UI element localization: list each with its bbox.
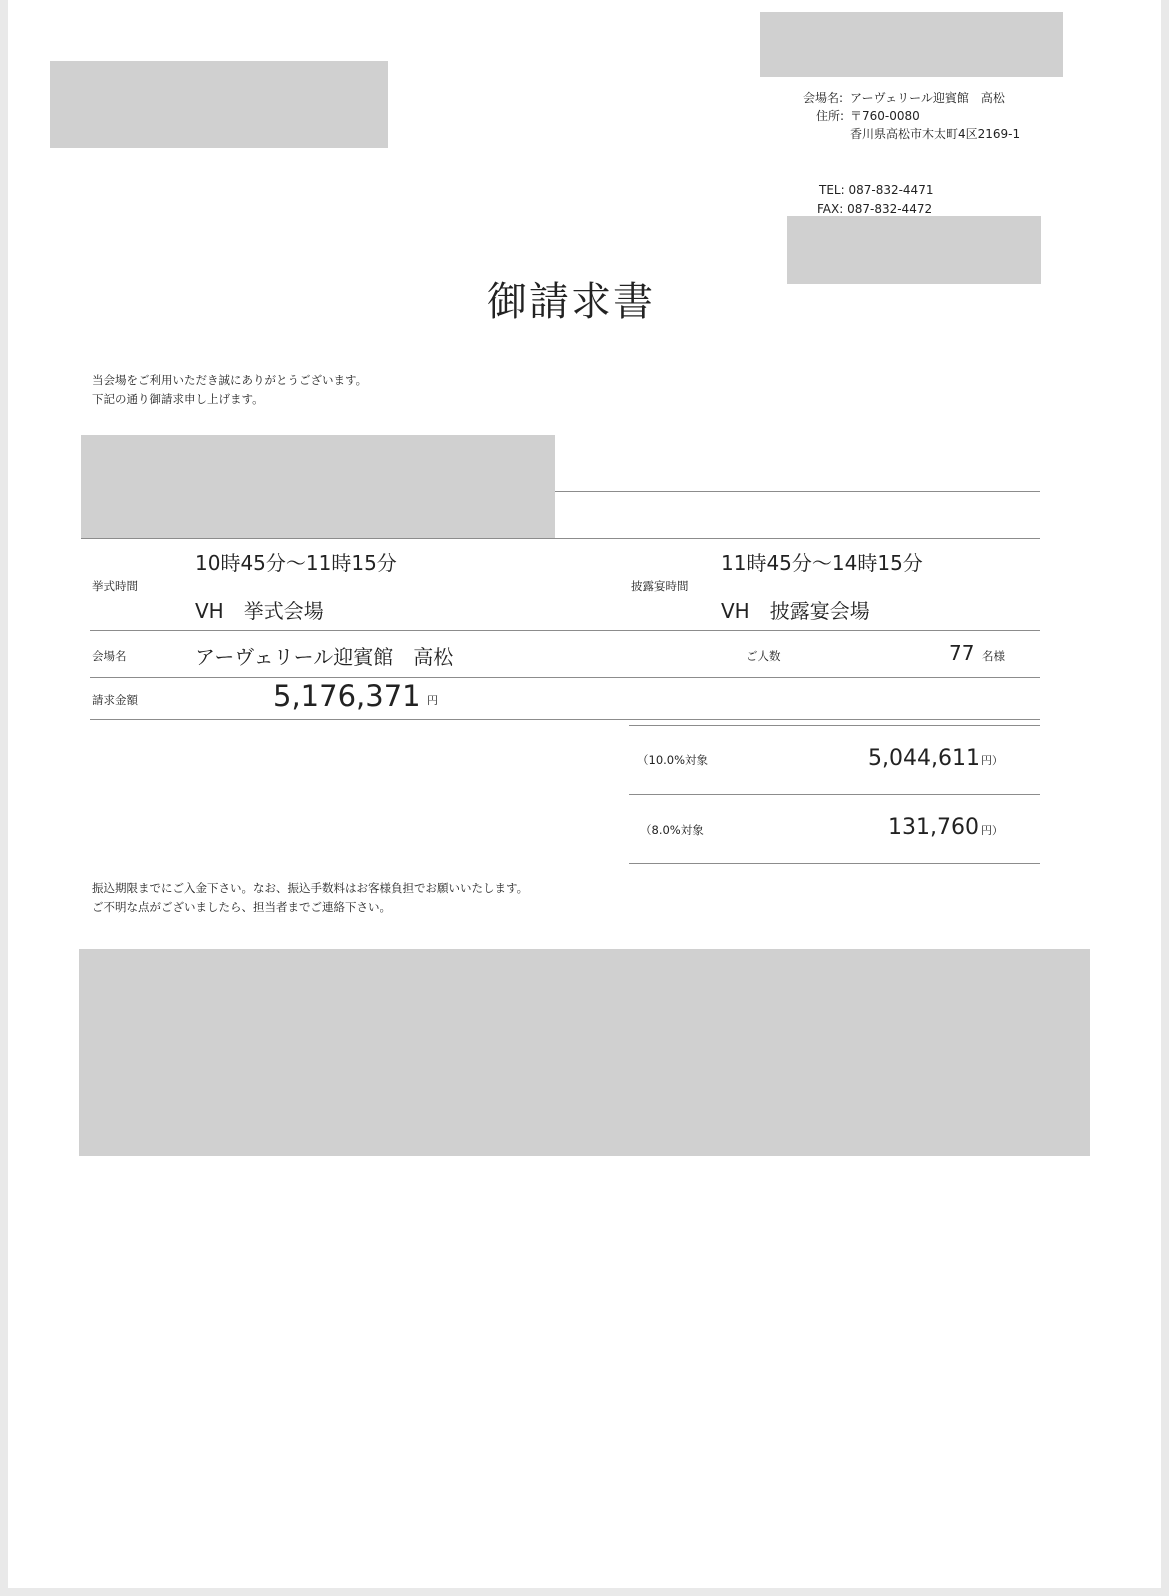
guests-value: 77 bbox=[949, 641, 975, 665]
address-value: 香川県高松市木太町4区2169-1 bbox=[850, 127, 1021, 141]
greeting-line-2: 下記の通り御請求申し上げます。 bbox=[92, 392, 264, 406]
amount-label: 請求金額 bbox=[92, 693, 138, 707]
ceremony-time-label: 挙式時間 bbox=[92, 579, 138, 593]
amount-value: 5,176,371 bbox=[273, 679, 421, 713]
guests-unit: 名様 bbox=[982, 649, 1005, 663]
amount-unit: 円 bbox=[427, 694, 438, 707]
tel-number: TEL: 087-832-4471 bbox=[819, 183, 934, 197]
tax10-label: （10.0%対象 bbox=[637, 753, 709, 767]
postal-code: 〒760-0080 bbox=[850, 109, 920, 123]
divider-tax-top bbox=[629, 725, 1040, 726]
reception-time: 11時45分〜14時15分 bbox=[721, 551, 923, 575]
ceremony-time: 10時45分〜11時15分 bbox=[195, 551, 397, 575]
page-title: 御請求書 bbox=[487, 279, 655, 325]
note-line-2: ご不明な点がございましたら、担当者までご連絡下さい。 bbox=[92, 900, 391, 914]
reception-time-label: 披露宴時間 bbox=[631, 579, 689, 593]
divider-tax-mid bbox=[629, 794, 1040, 795]
divider-customer-mid bbox=[555, 491, 1040, 492]
redacted-stamp bbox=[787, 216, 1041, 284]
redacted-bank-details bbox=[79, 949, 1090, 1156]
venue-name-label: 会場名 bbox=[92, 649, 127, 663]
tax8-unit: 円） bbox=[981, 824, 1003, 837]
divider-row-3 bbox=[90, 719, 1040, 720]
guests-label: ご人数 bbox=[746, 649, 781, 663]
redacted-company-logo bbox=[760, 12, 1063, 77]
greeting-line-1: 当会場をご利用いただき誠にありがとうございます。 bbox=[92, 373, 368, 387]
divider-row-1 bbox=[90, 630, 1040, 631]
note-line-1: 振込期限までにご入金下さい。なお、振込手数料はお客様負担でお願いいたします。 bbox=[92, 881, 529, 895]
venue-value: アーヴェリール迎賓館 高松 bbox=[850, 91, 1005, 105]
tax8-label: （8.0%対象 bbox=[640, 823, 704, 837]
ceremony-place: VH 挙式会場 bbox=[195, 599, 324, 623]
divider-customer-bottom bbox=[81, 538, 1040, 539]
fax-number: FAX: 087-832-4472 bbox=[817, 202, 933, 216]
address-label: 住所: bbox=[816, 109, 845, 123]
divider-row-2 bbox=[90, 677, 1040, 678]
venue-label: 会場名: bbox=[803, 91, 844, 105]
tax10-value: 5,044,611 bbox=[868, 746, 980, 771]
divider-tax-bottom bbox=[629, 863, 1040, 864]
tax8-value: 131,760 bbox=[888, 815, 979, 840]
venue-name: アーヴェリール迎賓館 高松 bbox=[195, 645, 454, 669]
redacted-recipient-name bbox=[50, 61, 388, 148]
reception-place: VH 披露宴会場 bbox=[721, 599, 870, 623]
redacted-customer-block bbox=[81, 435, 555, 539]
tax10-unit: 円） bbox=[981, 754, 1003, 767]
